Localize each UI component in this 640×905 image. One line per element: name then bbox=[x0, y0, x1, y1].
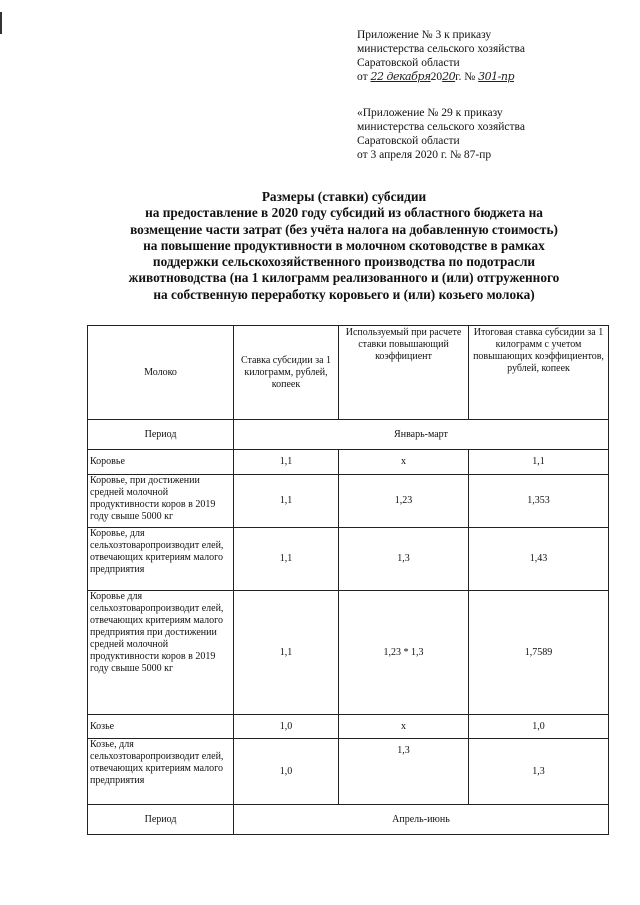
annex-current-line3: Саратовской области bbox=[357, 57, 460, 69]
row-name: Коровье, для сельхозтоваропроизводит елей, отвечающих критериям малого предприятия bbox=[88, 528, 234, 591]
row-rate: 1,1 bbox=[234, 475, 339, 528]
title-line4: на повышение продуктивности в молочном скотоводстве в рамках bbox=[143, 237, 545, 253]
annex-number-handwritten: 301-пр bbox=[478, 70, 515, 83]
title-line6: животноводства (на 1 килограмм реализованного и (или) отгруженного bbox=[128, 270, 560, 286]
header-total-rate: Итоговая ставка субсидии за 1 килограмм с учетом повышающих коэффициентов, рублей, копеек bbox=[469, 326, 609, 420]
row-coefficient: х bbox=[339, 715, 469, 739]
annex-original-line1: «Приложение № 29 к приказу bbox=[357, 107, 503, 119]
row-name: Коровье, при достижении средней молочной продуктивности коров в 2019 году свыше 5000 кг bbox=[88, 475, 234, 528]
annex-original-line2: министерства сельского хозяйства bbox=[357, 121, 525, 133]
document-title bbox=[84, 189, 604, 303]
table-row bbox=[88, 591, 609, 715]
period-value: Апрель-июнь bbox=[234, 805, 609, 835]
title-line7: на собственную переработку коровьего и (или) козьего молока) bbox=[153, 286, 535, 302]
annex-current-line1: Приложение № 3 к приказу bbox=[357, 29, 492, 41]
row-coefficient: 1,23 bbox=[339, 475, 469, 528]
row-name: Коровье bbox=[88, 450, 234, 475]
row-name: Коровье для сельхозтоваропроизводит елей, отвечающих критериям малого предприятия при достижении средней молочной продуктивности коров в 2019 году свыше 5000 кг bbox=[88, 591, 234, 715]
table-row bbox=[88, 715, 609, 739]
header-rate: Ставка субсидии за 1 килограмм, рублей, копеек bbox=[234, 326, 339, 420]
annex-date-handwritten: 22 декабря bbox=[370, 70, 431, 83]
title-line1: Размеры (ставки) субсидии bbox=[261, 189, 427, 204]
row-coefficient: 1,3 bbox=[339, 528, 469, 591]
annex-current-line2: министерства сельского хозяйства bbox=[357, 43, 525, 55]
title-line2: на предоставление в 2020 году субсидий из областного бюджета на bbox=[145, 205, 543, 221]
row-coefficient: 1,3 bbox=[339, 739, 469, 805]
row-total: 1,43 bbox=[469, 528, 609, 591]
row-rate: 1,0 bbox=[234, 715, 339, 739]
row-coefficient: х bbox=[339, 450, 469, 475]
row-name: Козье, для сельхозтоваропроизводит елей, отвечающих критериям малого предприятия bbox=[88, 739, 234, 805]
annex-date-middle: 20 bbox=[430, 71, 443, 83]
row-rate: 1,1 bbox=[234, 591, 339, 715]
annex-year-handwritten: 20 bbox=[442, 70, 456, 83]
table-row bbox=[88, 739, 609, 805]
row-total: 1,353 bbox=[469, 475, 609, 528]
annex-original-line3: Саратовской области bbox=[357, 135, 460, 147]
header-coefficient: Используемый при расчете ставки повышающий коэффициент bbox=[339, 326, 469, 420]
row-rate: 1,1 bbox=[234, 450, 339, 475]
annex-date-suffix: г. № bbox=[455, 71, 479, 83]
table-row bbox=[88, 450, 609, 475]
table-header-row bbox=[88, 326, 609, 420]
period-value: Январь-март bbox=[234, 420, 609, 450]
scan-edge-mark bbox=[0, 12, 2, 34]
period-label: Период bbox=[88, 420, 234, 450]
subsidy-rates-table bbox=[87, 325, 609, 835]
row-total: 1,7589 bbox=[469, 591, 609, 715]
row-name: Козье bbox=[88, 715, 234, 739]
row-coefficient: 1,23 * 1,3 bbox=[339, 591, 469, 715]
row-rate: 1,1 bbox=[234, 528, 339, 591]
annex-date-prefix: от bbox=[357, 71, 371, 83]
row-total: 1,1 bbox=[469, 450, 609, 475]
period-label: Период bbox=[88, 805, 234, 835]
annex-current-block bbox=[357, 28, 607, 84]
row-total: 1,3 bbox=[469, 739, 609, 805]
header-milk: Молоко bbox=[88, 326, 234, 420]
row-total: 1,0 bbox=[469, 715, 609, 739]
annex-current-date-line bbox=[357, 70, 607, 84]
period-row-q2 bbox=[88, 805, 609, 835]
table-row bbox=[88, 475, 609, 528]
title-line3: возмещение части затрат (без учёта налога на добавленную стоимость) bbox=[130, 221, 558, 237]
table-row bbox=[88, 528, 609, 591]
title-line5: поддержки сельскохозяйственного производства по подотрасли bbox=[152, 254, 536, 270]
annex-original-line4: от 3 апреля 2020 г. № 87-пр bbox=[357, 149, 492, 161]
annex-original-block bbox=[357, 106, 607, 162]
period-row-q1 bbox=[88, 420, 609, 450]
row-rate: 1,0 bbox=[234, 739, 339, 805]
